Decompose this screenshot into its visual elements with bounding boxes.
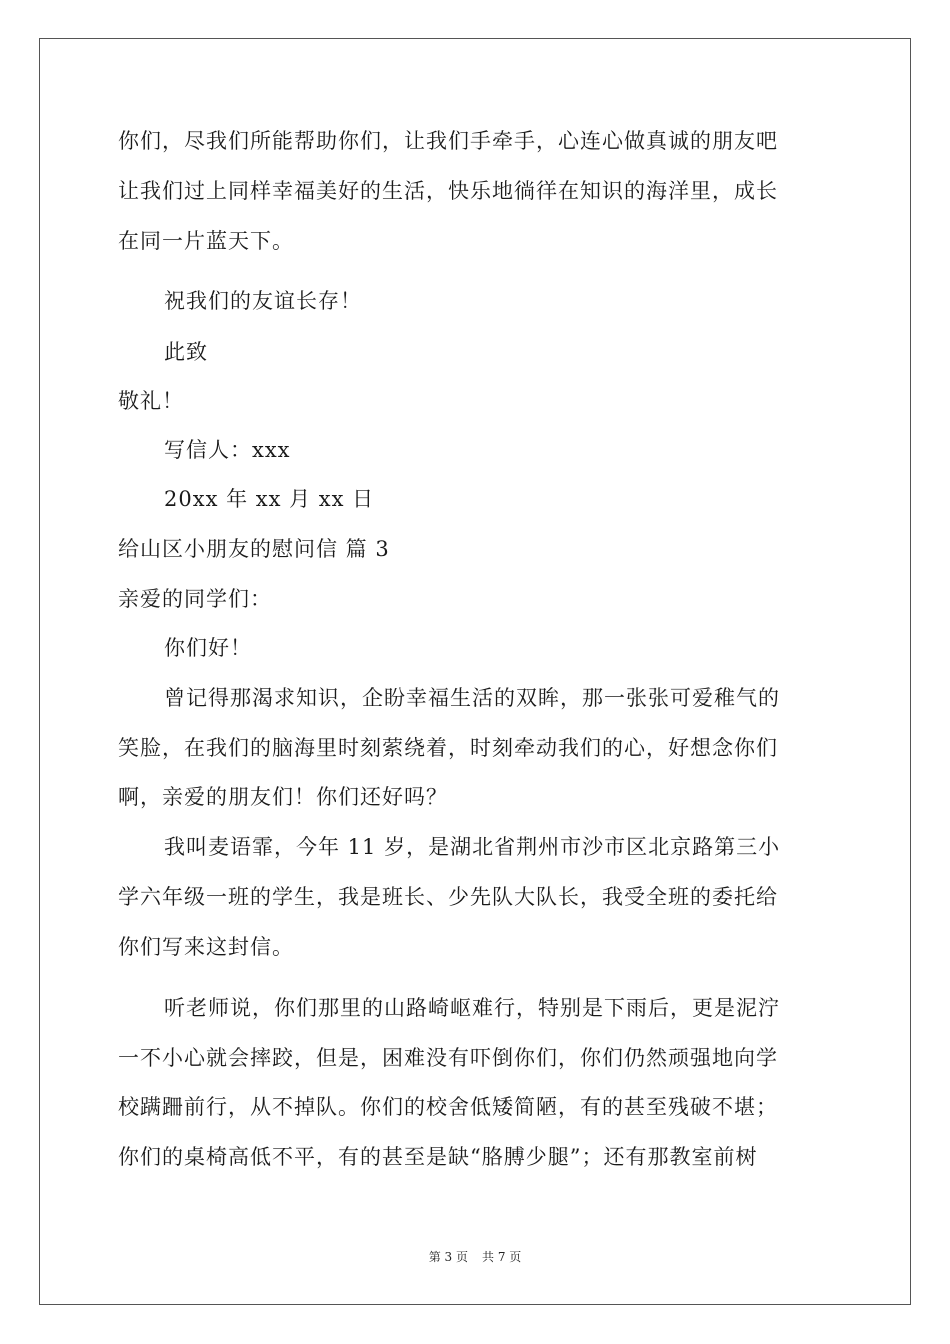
text-line: 让我们过上同样幸福美好的生活，快乐地徜徉在知识的海洋里，成长 (118, 179, 778, 203)
text-line: 一不小心就会摔跤，但是，困难没有吓倒你们，你们仍然顽强地向学 (118, 1046, 778, 1070)
current-page-label: 第 3 页 (428, 1250, 468, 1264)
salutation-respect: 敬礼！ (118, 389, 184, 413)
text-line: 在同一片蓝天下。 (118, 229, 294, 253)
text-line: 你们的桌椅高低不平，有的甚至是缺“胳膊少腿”；还有那教室前树 (118, 1145, 758, 1169)
page-footer (0, 1248, 950, 1265)
text-line: 你们写来这封信。 (118, 935, 294, 959)
text-line: 啊，亲爱的朋友们！你们还好吗？ (118, 785, 448, 809)
text-line: 曾记得那渴求知识，企盼幸福生活的双眸，那一张张可爱稚气的 (164, 686, 780, 710)
total-pages-label: 共 7 页 (482, 1250, 522, 1264)
text-line: 笑脸，在我们的脑海里时刻萦绕着，时刻牵动我们的心，好想念你们 (118, 736, 778, 760)
signature-date: 20xx 年 xx 月 xx 日 (164, 487, 375, 511)
text-line: 我叫麦语霏，今年 11 岁，是湖北省荆州市沙市区北京路第三小 (164, 835, 781, 859)
text-line: 你们，尽我们所能帮助你们，让我们手牵手，心连心做真诚的朋友吧 (118, 129, 778, 153)
text-line: 学六年级一班的学生，我是班长、少先队大队长，我受全班的委托给 (118, 885, 778, 909)
salutation-line: 此致 (164, 340, 208, 364)
closing-wish: 祝我们的友谊长存！ (164, 289, 362, 313)
greeting-recipient: 亲爱的同学们： (118, 587, 272, 611)
text-line: 听老师说，你们那里的山路崎岖难行，特别是下雨后，更是泥泞 (164, 996, 780, 1020)
signature-writer: 写信人：xxx (164, 438, 291, 462)
text-line: 校蹒跚前行，从不掉队。你们的校舍低矮简陋，有的甚至残破不堪； (118, 1095, 778, 1119)
greeting: 你们好！ (164, 636, 252, 660)
section-heading: 给山区小朋友的慰问信 篇 3 (118, 537, 390, 561)
